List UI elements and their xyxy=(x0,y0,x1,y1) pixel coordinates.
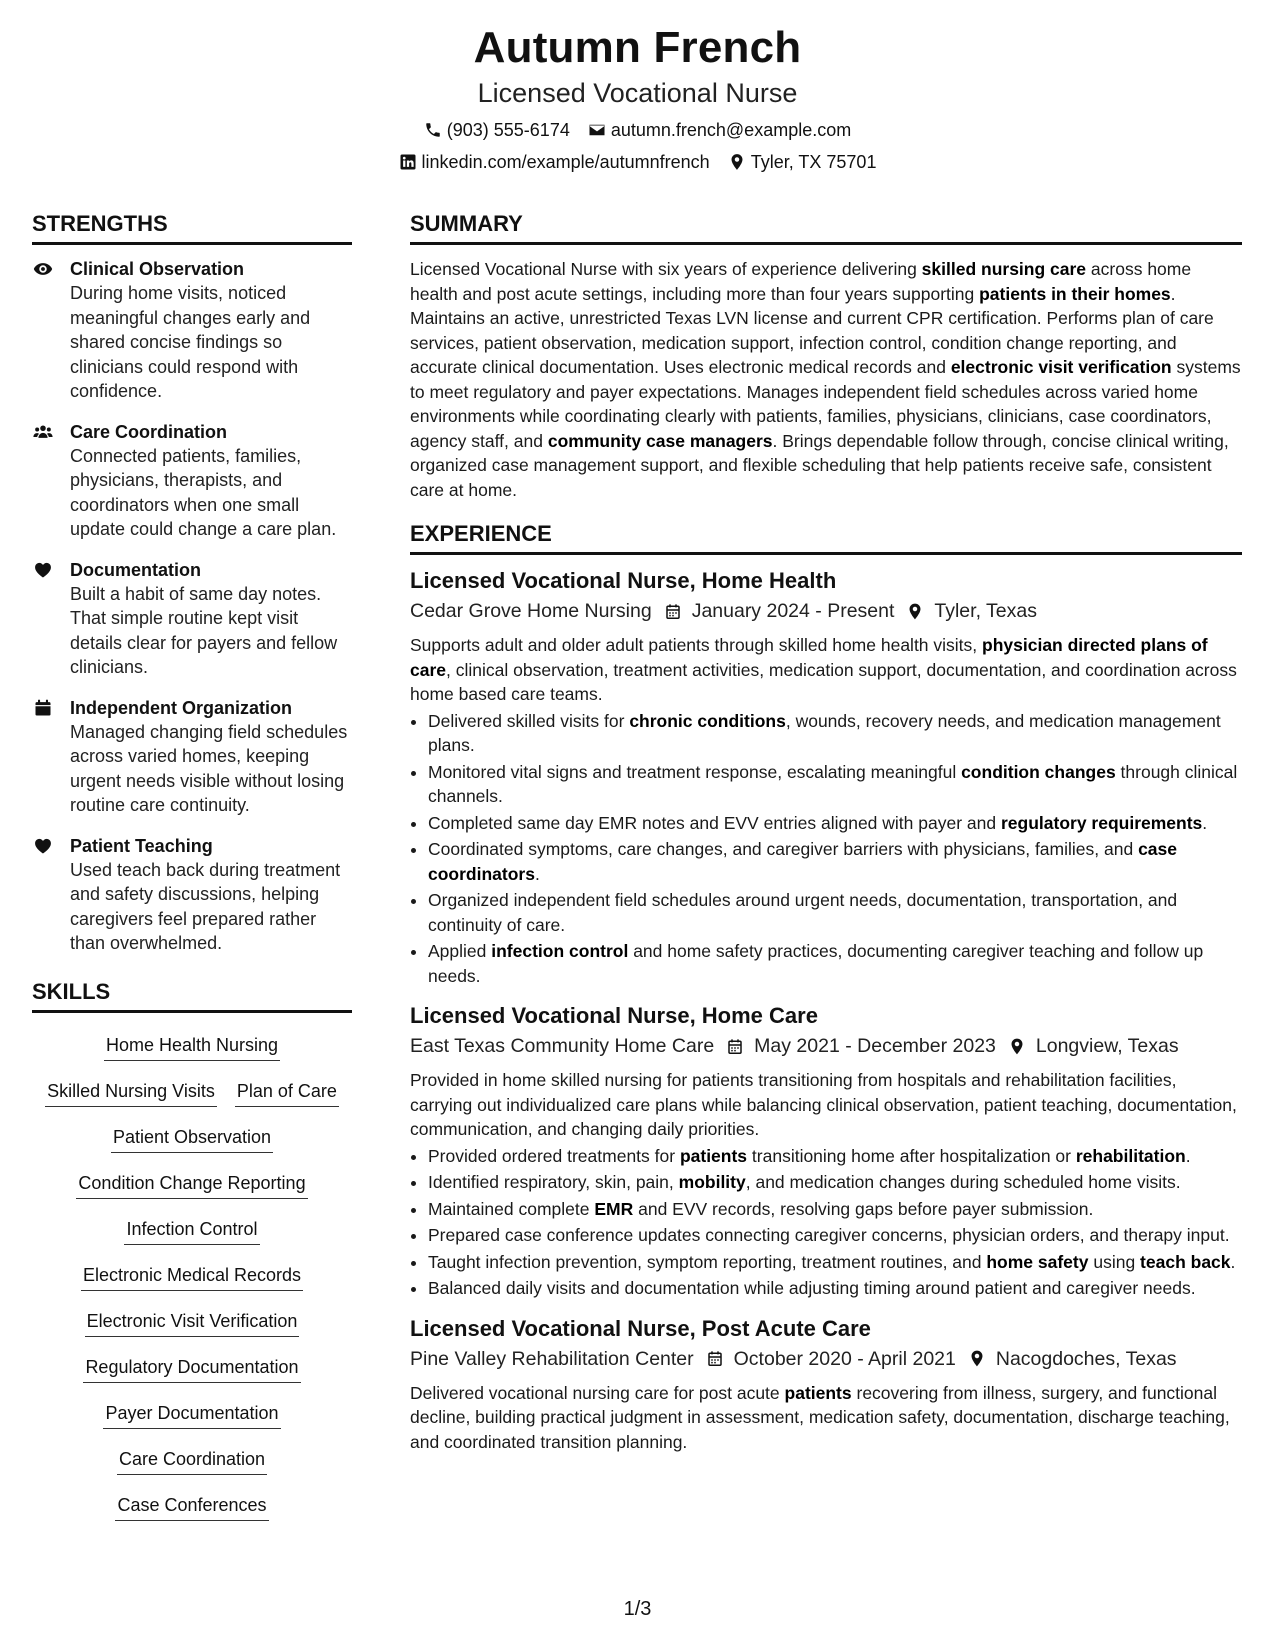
job-company: Pine Valley Rehabilitation Center xyxy=(410,1347,694,1370)
job-location xyxy=(1008,1032,1179,1060)
contact-phone xyxy=(424,118,570,142)
skill-tag: Home Health Nursing xyxy=(104,1033,280,1061)
job-description: Provided in home skilled nursing for patients transitioning from hospitals and rehabilitation facilities, carrying out individualized care plans while balancing clinical observation, patient teaching, documentation, communication, and changing daily priorities. xyxy=(410,1070,1237,1139)
strength-body xyxy=(70,257,352,404)
strength-body xyxy=(70,420,352,542)
job-bullet: • Taught infection prevention, symptom reporting, treatment routines, and home safety using teach back. xyxy=(428,1250,1242,1275)
envelope-icon xyxy=(588,121,606,139)
linkedin-link[interactable]: linkedin.com/example/autumnfrench xyxy=(421,152,710,172)
strength-desc: During home visits, noticed meaningful changes early and shared concise findings so clinicians could respond with confidence. xyxy=(70,283,311,401)
job-bullet: • Monitored vital signs and treatment response, escalating meaningful condition changes through clinical channels. xyxy=(428,760,1242,809)
skill-tag: Electronic Medical Records xyxy=(81,1263,303,1291)
experience-heading: EXPERIENCE xyxy=(410,520,1242,555)
phone-icon xyxy=(424,121,442,139)
strength-title: Patient Teaching xyxy=(70,835,213,856)
map-pin-icon xyxy=(968,1349,986,1368)
job-bullet: • Prepared case conference updates connecting caregiver concerns, physician orders, and therapy input. xyxy=(428,1223,1242,1248)
users-icon xyxy=(32,422,54,442)
contact-row-2 xyxy=(0,150,1275,174)
strength-title: Clinical Observation xyxy=(70,259,245,279)
skill-tag: Regulatory Documentation xyxy=(83,1355,300,1383)
strength-desc: Used teach back during treatment and safety discussions, helping caregivers feel prepared rather than overwhelmed. xyxy=(70,859,341,953)
calendar-icon xyxy=(706,1349,724,1368)
strength-body xyxy=(70,558,352,680)
job-dates-text: May 2021 - December 2023 xyxy=(754,1035,996,1057)
job-dates xyxy=(664,597,895,625)
heart-icon xyxy=(32,836,54,856)
skill-tag: Patient Observation xyxy=(111,1125,273,1153)
strength-item xyxy=(32,257,352,404)
strength-icon-wrap xyxy=(32,257,56,404)
strength-title: Documentation xyxy=(70,559,202,580)
map-pin-icon xyxy=(1008,1037,1026,1056)
strength-body xyxy=(70,696,352,818)
strength-title: Independent Organization xyxy=(70,697,293,718)
job-meta xyxy=(410,1032,1242,1060)
job-title: Licensed Vocational Nurse, Home Health xyxy=(410,568,837,593)
linkedin-icon xyxy=(399,153,417,171)
skill-tag: Skilled Nursing Visits xyxy=(45,1079,217,1107)
candidate-title: Licensed Vocational Nurse xyxy=(477,78,798,108)
job-dates xyxy=(706,1345,956,1373)
summary-text: Licensed Vocational Nurse with six years of experience delivering skilled nursing care across home health and post acute settings, including more than four years supporting patients in their homes. Maintains an active, unrestricted Texas LVN license and current CPR certification. Performs plan of care services, patient observation, medication support, infection control, condition change reporting, and accurate clinical documentation. Uses electronic medical records and electronic visit verification systems to meet regulatory and payer expectations. Manages independent field schedules across varied home environments while coordinating clearly with patients, families, physicians, clinicians, case coordinators, agency staff, and community case managers. Brings dependable follow through, concise clinical writing, organized case management support, and flexible scheduling that help patients receive safe, consistent care at home. xyxy=(410,259,1241,500)
strength-body xyxy=(70,834,352,956)
strength-desc: Managed changing field schedules across varied homes, keeping urgent needs visible without losing routine care continuity. xyxy=(70,721,348,815)
job-dates xyxy=(726,1032,996,1060)
job-entry xyxy=(410,567,1242,988)
job-entry xyxy=(410,1002,1242,1301)
strength-desc: Built a habit of same day notes. That simple routine kept visit details clear for payers and fellow clinicians. xyxy=(70,583,338,677)
right-column xyxy=(410,210,1242,1468)
job-bullet: • Balanced daily visits and documentation while adjusting timing around patient and caregiver needs. xyxy=(428,1276,1242,1301)
job-bullet: • Provided ordered treatments for patients transitioning home after hospitalization or rehabilitation. xyxy=(428,1144,1242,1169)
phone-text[interactable]: (903) 555-6174 xyxy=(446,120,570,140)
skill-tag: Infection Control xyxy=(124,1217,259,1245)
map-pin-icon xyxy=(906,602,924,621)
strength-desc: Connected patients, families, physicians, therapists, and coordinators when one small update could change a care plan. xyxy=(70,445,337,539)
job-entry xyxy=(410,1315,1242,1455)
calendar-icon xyxy=(664,602,682,621)
skill-tag: Case Conferences xyxy=(115,1493,268,1521)
strengths-heading: STRENGTHS xyxy=(32,210,352,245)
map-pin-icon xyxy=(728,153,746,171)
job-title: Licensed Vocational Nurse, Home Care xyxy=(410,1003,818,1028)
job-location-text: Tyler, Texas xyxy=(934,600,1037,622)
job-bullet: • Delivered skilled visits for chronic conditions, wounds, recovery needs, and medication management plans. xyxy=(428,709,1242,758)
job-description: Supports adult and older adult patients through skilled home health visits, physician directed plans of care, clinical observation, treatment activities, medication support, documentation, and coordination across home based care teams. xyxy=(410,635,1237,704)
left-column xyxy=(32,210,352,1531)
strength-icon-wrap xyxy=(32,834,56,956)
calendar-icon xyxy=(32,698,54,718)
job-location-text: Longview, Texas xyxy=(1035,1035,1179,1057)
job-dates-text: October 2020 - April 2021 xyxy=(733,1347,956,1370)
job-bullet: • Maintained complete EMR and EVV records, resolving gaps before payer submission. xyxy=(428,1197,1242,1222)
strength-item xyxy=(32,834,352,956)
contact-row-1 xyxy=(0,118,1275,142)
job-bullet: • Organized independent field schedules around urgent needs, documentation, transportation, and continuity of care. xyxy=(428,888,1242,937)
strength-item xyxy=(32,420,352,542)
calendar-icon xyxy=(726,1037,744,1056)
job-dates-text: January 2024 - Present xyxy=(691,600,895,622)
contact-email xyxy=(588,118,851,142)
skills-list xyxy=(32,1025,352,1531)
job-bullet: • Identified respiratory, skin, pain, mobility, and medication changes during scheduled home visits. xyxy=(428,1170,1242,1195)
job-company: Cedar Grove Home Nursing xyxy=(410,600,652,622)
job-location xyxy=(906,597,1037,625)
job-bullets xyxy=(410,1144,1242,1301)
job-bullet: • Completed same day EMR notes and EVV entries aligned with payer and regulatory requirements. xyxy=(428,811,1242,836)
location-text: Tyler, TX 75701 xyxy=(750,152,877,172)
eye-icon xyxy=(32,259,54,279)
job-bullet: • Applied infection control and home safety practices, documenting caregiver teaching and follow up needs. xyxy=(428,939,1242,988)
strength-icon-wrap xyxy=(32,420,56,542)
job-description: Delivered vocational nursing care for post acute patients recovering from illness, surgery, and functional decline, building practical judgment in assessment, medication safety, documentation, discharge teaching, and coordinated transition planning. xyxy=(410,1382,1230,1452)
skill-tag: Condition Change Reporting xyxy=(76,1171,307,1199)
skills-heading: SKILLS xyxy=(32,978,352,1013)
summary-heading: SUMMARY xyxy=(410,210,1242,245)
job-location xyxy=(968,1345,1177,1373)
email-link[interactable]: autumn.french@example.com xyxy=(610,120,852,140)
job-location-text: Nacogdoches, Texas xyxy=(995,1347,1177,1370)
candidate-name: Autumn French xyxy=(473,23,802,72)
skill-tag: Electronic Visit Verification xyxy=(85,1309,300,1337)
strength-title: Care Coordination xyxy=(70,421,228,442)
job-title: Licensed Vocational Nurse, Post Acute Care xyxy=(410,1315,871,1341)
strengths-list xyxy=(32,257,352,956)
job-meta xyxy=(410,597,1242,625)
job-meta xyxy=(410,1345,1242,1373)
page-number: 1/3 xyxy=(623,1598,652,1620)
strength-icon-wrap xyxy=(32,696,56,818)
skill-tag: Plan of Care xyxy=(235,1079,339,1107)
job-bullets xyxy=(410,709,1242,989)
contact-linkedin xyxy=(399,150,710,174)
resume-header xyxy=(0,20,1275,174)
job-company: East Texas Community Home Care xyxy=(410,1035,715,1057)
strength-item xyxy=(32,696,352,818)
skill-tag: Payer Documentation xyxy=(103,1401,280,1429)
strength-item xyxy=(32,558,352,680)
experience-list xyxy=(410,567,1242,1454)
skill-tag: Care Coordination xyxy=(117,1447,267,1475)
job-bullet: • Coordinated symptoms, care changes, and caregiver barriers with physicians, families, and case coordinators. xyxy=(428,837,1242,886)
strength-icon-wrap xyxy=(32,558,56,680)
heart-icon xyxy=(32,560,54,580)
contact-location xyxy=(728,150,877,174)
